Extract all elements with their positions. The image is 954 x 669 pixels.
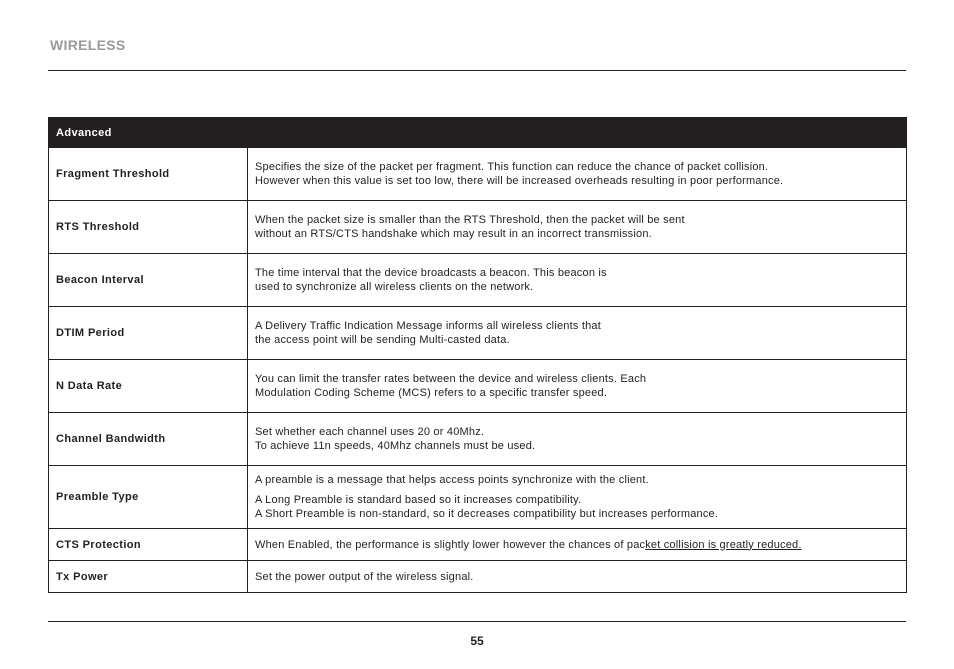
description-line: However when this value is set too low, there will be increased overheads resulting in poor performance.: [255, 175, 784, 187]
table-header-row: [49, 118, 907, 148]
setting-description: [248, 201, 907, 254]
description-line: Set whether each channel uses 20 or 40Mhz.: [255, 426, 485, 438]
description-text: When Enabled, the performance is slightly lower however the chances of pac: [255, 538, 646, 551]
description-line: To achieve 11n speeds, 40Mhz channels must be used.: [255, 440, 536, 452]
table-row: [49, 148, 907, 201]
setting-description: [248, 254, 907, 307]
setting-name: Beacon Interval: [49, 254, 248, 307]
footer-divider: [48, 621, 906, 622]
description-line: the access point will be sending Multi-casted data.: [255, 334, 510, 346]
header-divider: [48, 70, 906, 71]
table-title: Advanced: [49, 118, 907, 148]
advanced-settings-table: [48, 117, 907, 593]
setting-name: Channel Bandwidth: [49, 413, 248, 466]
setting-name: CTS Protection: [49, 529, 248, 561]
page-number: 55: [470, 634, 484, 648]
table-row: [49, 307, 907, 360]
description-line: Modulation Coding Scheme (MCS) refers to a specific transfer speed.: [255, 387, 608, 399]
setting-name: Tx Power: [49, 561, 248, 593]
description-line: You can limit the transfer rates between the device and wireless clients. Each: [255, 373, 647, 385]
setting-description: [248, 148, 907, 201]
table-row: [49, 360, 907, 413]
table-row: [49, 529, 907, 561]
section-title: WIRELESS: [50, 37, 126, 53]
description-line: When the packet size is smaller than the RTS Threshold, then the packet will be sent: [255, 214, 685, 226]
setting-description: [248, 529, 907, 561]
description-line: Specifies the size of the packet per fragment. This function can reduce the chance of packet collision.: [255, 161, 769, 173]
description-line: without an RTS/CTS handshake which may result in an incorrect transmission.: [255, 228, 652, 240]
setting-name: DTIM Period: [49, 307, 248, 360]
table-row: [49, 561, 907, 593]
setting-name: Preamble Type: [49, 466, 248, 529]
setting-name: N Data Rate: [49, 360, 248, 413]
table-row: [49, 254, 907, 307]
description-line: A Short Preamble is non-standard, so it decreases compatibility but increases performance.: [255, 508, 719, 520]
table-row: [49, 413, 907, 466]
setting-description: [248, 360, 907, 413]
setting-description: [248, 413, 907, 466]
setting-name: Fragment Threshold: [49, 148, 248, 201]
description-text: Set the power output of the wireless signal.: [255, 570, 474, 583]
setting-name: RTS Threshold: [49, 201, 248, 254]
table-row: [49, 201, 907, 254]
table-row: [49, 466, 907, 529]
description-paragraph: A preamble is a message that helps access points synchronize with the client.: [255, 474, 649, 486]
description-line: A Delivery Traffic Indication Message informs all wireless clients that: [255, 320, 601, 332]
setting-description: [248, 561, 907, 593]
setting-description: [248, 466, 907, 529]
setting-description: [248, 307, 907, 360]
description-line: used to synchronize all wireless clients on the network.: [255, 281, 534, 293]
description-text-underlined: ket collision is greatly reduced.: [645, 538, 802, 551]
description-line: The time interval that the device broadcasts a beacon. This beacon is: [255, 267, 607, 279]
description-line: A Long Preamble is standard based so it increases compatibility.: [255, 494, 582, 506]
